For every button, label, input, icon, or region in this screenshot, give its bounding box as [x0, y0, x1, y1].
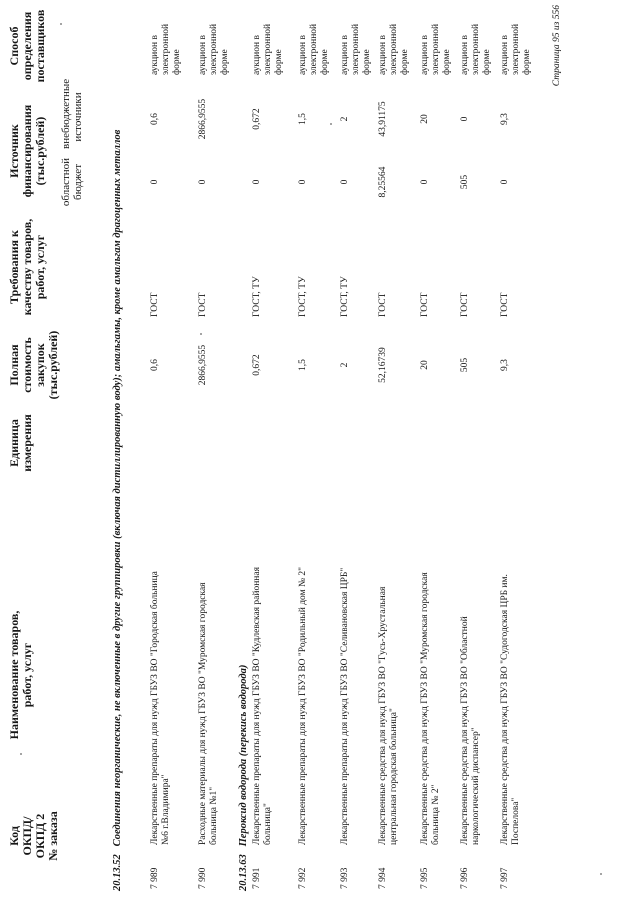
row-requirements: ГОСТ: [378, 292, 388, 317]
row-other: 1,5: [298, 113, 308, 125]
row-name: Лекарственные средства для нужд ГБУЗ ВО "Гусь-Хрустальная центральная городская больница": [378, 586, 399, 845]
row-budget: 0: [252, 179, 262, 185]
row-name: Расходные материалы для нужд ГБУЗ ВО "Муромская городская больница №1": [198, 582, 219, 845]
header-method-line: определения: [20, 11, 34, 81]
header-unit-line: Единица: [7, 419, 21, 467]
row-number: 7 995: [420, 867, 430, 889]
row-cost: 505: [460, 357, 470, 373]
row-budget: 0: [150, 179, 160, 185]
header-code-line: ОКПД/: [20, 816, 34, 856]
row-method: аукцион в электронной форме: [378, 23, 410, 75]
row-number: 7 996: [460, 867, 470, 889]
row-other: 0,672: [252, 108, 262, 130]
row-other: 0,6: [150, 113, 160, 125]
header-req-line: работ, услуг: [33, 234, 47, 300]
header-code: [8, 807, 60, 865]
row-budget: 0: [340, 179, 350, 185]
row-requirements: ГОСТ, ТУ: [298, 276, 308, 317]
group-heading: [238, 391, 250, 891]
header-req-line: качеству товаров,: [20, 218, 34, 316]
row-budget: 8,25564: [378, 166, 388, 198]
row-name: Лекарственные средства для нужд ГБУЗ ВО "Судогодская ЦРБ им. Поспелова": [500, 574, 521, 845]
header-cost: [8, 323, 60, 407]
header-requirements: [8, 213, 47, 321]
header-unit-line: измерения: [20, 414, 34, 472]
row-budget: 0: [420, 179, 430, 185]
group-title: Пероксид водорода (перекись водорода): [238, 664, 249, 847]
row-requirements: ГОСТ: [500, 292, 510, 317]
row-number: 7 990: [198, 867, 208, 889]
row-other: 0: [460, 116, 470, 122]
row-method: аукцион в электронной форме: [420, 23, 452, 75]
header-src-line: Источник: [7, 124, 21, 178]
row-other: 20: [420, 114, 430, 124]
row-name: Лекарственные препараты для нужд ГБУЗ ВО "Селивановская ЦРБ": [340, 567, 350, 845]
row-requirements: ГОСТ: [460, 292, 470, 317]
row-other: 2866,9555: [198, 98, 208, 140]
scan-speck: [20, 753, 22, 755]
row-budget: 0: [298, 179, 308, 185]
group-code: 20.13.52: [112, 854, 123, 891]
scan-speck: [600, 873, 602, 875]
header-name-line: работ, услуг: [20, 642, 34, 708]
row-name: Лекарственные препараты для нужд ГБУЗ ВО "Городская больница №6 г.Владимира": [150, 571, 171, 845]
header-name: [8, 575, 34, 775]
row-method: аукцион в электронной форме: [252, 23, 284, 75]
row-cost: 2: [340, 362, 350, 368]
header-method: [8, 5, 47, 87]
header-cost-line: (тыс.рублей): [46, 330, 60, 400]
header-cost-line: стоимость: [20, 337, 34, 393]
row-method: аукцион в электронной форме: [460, 23, 492, 75]
row-number: 7 994: [378, 867, 388, 889]
row-method: аукцион в электронной форме: [340, 23, 372, 75]
header-src-other-line: внебюджетные: [60, 78, 72, 149]
header-code-line: № заказа: [46, 811, 60, 861]
row-requirements: ГОСТ: [420, 292, 430, 317]
row-requirements: ГОСТ: [198, 292, 208, 317]
header-cost-line: Полная: [7, 344, 21, 386]
row-name: Лекарственные средства для нужд ГБУЗ ВО "Областной наркологический диспансер": [460, 616, 481, 845]
header-src-other-line: источники: [72, 92, 84, 142]
row-name: Лекарственные препараты для нужд ГБУЗ ВО "Кудлевская районная больница": [252, 567, 273, 845]
header-code-line: ОКПД 2: [33, 813, 47, 859]
row-budget: 505: [460, 174, 470, 190]
header-method-line: поставщиков: [33, 9, 47, 83]
row-method: аукцион в электронной форме: [500, 23, 532, 75]
row-requirements: ГОСТ, ТУ: [252, 276, 262, 317]
page-footer: Страница 95 из 556: [552, 5, 562, 87]
header-src-other: [60, 78, 84, 149]
row-method: аукцион в электронной форме: [150, 23, 182, 75]
row-name: Лекарственные средства для нужд ГБУЗ ВО "Муромская городская больница № 2": [420, 572, 441, 845]
scan-speck: [60, 23, 62, 25]
scan-speck: [330, 123, 332, 125]
row-cost: 2866,9555: [198, 344, 208, 386]
row-cost: 52,16739: [378, 347, 388, 383]
row-budget: 0: [198, 179, 208, 185]
row-other: 9,3: [500, 113, 510, 125]
row-number: 7 997: [500, 867, 510, 889]
row-number: 7 993: [340, 867, 350, 889]
row-method: аукцион в электронной форме: [198, 23, 230, 75]
row-budget: 0: [500, 179, 510, 185]
row-cost: 9,3: [500, 359, 510, 371]
header-req-line: Требования к: [7, 230, 21, 304]
row-number: 7 992: [298, 867, 308, 889]
group-title: Соединения неорганические, не включенные в другие группировки (включая дистиллированную воду); амальгамы, кроме амальгам драгоценных металлов: [112, 129, 123, 847]
row-other: 2: [340, 116, 350, 122]
header-src-budget: областной бюджет: [60, 157, 84, 207]
group-heading: [112, 111, 124, 891]
row-name: Лекарственные препараты для нужд ГБУЗ ВО "Родильный дом № 2": [298, 566, 308, 845]
row-method: аукцион в электронной форме: [298, 23, 330, 75]
row-other: 43,91175: [378, 101, 388, 137]
row-requirements: ГОСТ, ТУ: [340, 276, 350, 317]
row-cost: 0,6: [150, 359, 160, 371]
header-method-line: Способ: [7, 26, 21, 66]
row-cost: 1,5: [298, 359, 308, 371]
group-code: 20.13.63: [238, 854, 249, 891]
row-cost: 0,672: [252, 354, 262, 376]
row-number: 7 991: [252, 867, 262, 889]
header-src-line: (тыс.рублей): [33, 116, 47, 186]
header-code-line: Код: [7, 826, 21, 846]
row-cost: 20: [420, 360, 430, 370]
header-src-line: финансирования: [20, 104, 34, 198]
header-name-line: Наименование товаров,: [7, 610, 21, 740]
header-cost-line: закупок: [33, 343, 47, 387]
header-unit: [8, 405, 34, 481]
scan-speck: [200, 333, 202, 335]
header-source: [8, 89, 47, 213]
row-requirements: ГОСТ: [150, 292, 160, 317]
row-number: 7 989: [150, 867, 160, 889]
